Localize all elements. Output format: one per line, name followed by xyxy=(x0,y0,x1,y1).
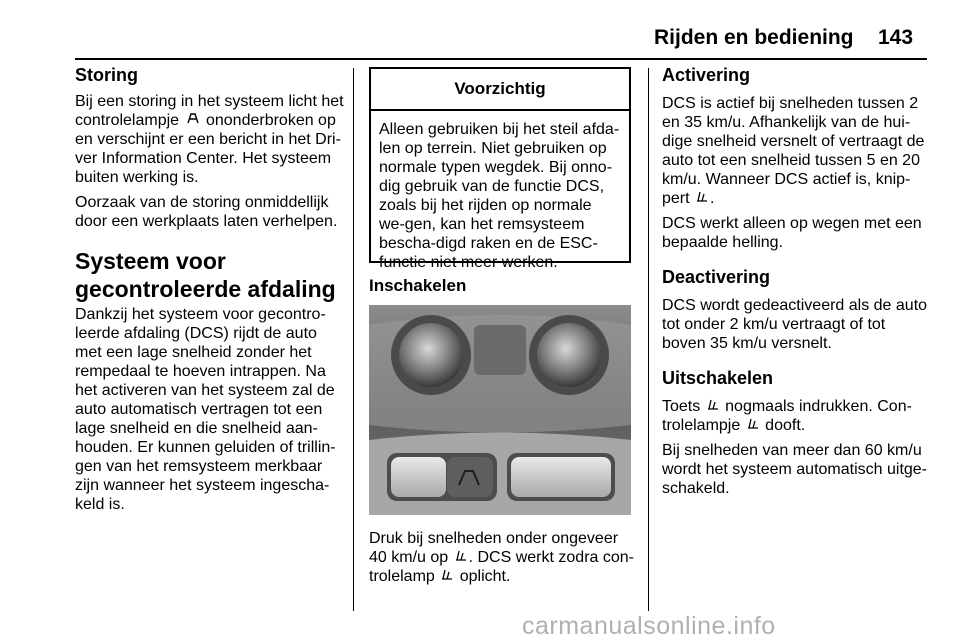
uitschakelen-heading: Uitschakelen xyxy=(662,368,774,388)
activering-text-a: DCS is actief bij snelheden tussen 2 en 35 km/u. Afhankelijk van de hui-dige snelheid versnelt of vertraagt de auto tot een snelheid tussen 5 en 20 km/u. Wanneer DCS actief is, knip-pert xyxy=(662,95,925,207)
page-number: 143 xyxy=(878,26,914,49)
column-divider-2 xyxy=(648,68,649,611)
dcs-icon xyxy=(694,189,710,208)
caution-title: Voorzichtig xyxy=(371,69,629,111)
system-heading: Systeem voor gecontroleerde afdaling xyxy=(75,248,336,302)
inschakelen-heading: Inschakelen xyxy=(369,276,467,295)
storing-paragraph-2: Oorzaak van de storing onmiddellijk door een werkplaats laten verhelpen. xyxy=(75,194,338,230)
caution-text: Alleen gebruiken bij het steil afda-len op terrein. Niet gebruiken op normale typen wegdek. Bij onno-dig gebruik van de functie DCS, zoals bij het rijden op normale we-gen, kan het remsysteem bescha-digd raken en de ESC-functie niet meer werken. xyxy=(379,121,620,271)
page-header-title: Rijden en bediening xyxy=(654,26,854,49)
deactivering-paragraph: DCS wordt gedeactiveerd als de auto tot onder 2 km/u vertraagt of tot boven 35 km/u versnelt. xyxy=(662,297,928,352)
column-3 xyxy=(662,64,930,498)
column-1 xyxy=(75,64,347,514)
dcs-button-photo xyxy=(369,305,631,515)
uitschakelen-paragraph-1 xyxy=(662,397,930,435)
activering-paragraph-1 xyxy=(662,94,930,208)
watermark: carmanualsonline.info xyxy=(522,612,776,640)
dcs-icon xyxy=(705,397,721,416)
caption-text-c: oplicht. xyxy=(459,568,511,585)
caution-box xyxy=(369,67,631,271)
deactivering-heading: Deactivering xyxy=(662,267,771,287)
system-paragraph: Dankzij het systeem voor gecontro-leerde afdaling (DCS) rijdt de auto met een lage snelheid zonder het rempedaal te hoeven intrappen. Na het activeren van het systeem zal de auto automatisch vertragen tot een lage snelheid en die snelheid aan-houden. Er kunnen geluiden of trillin-gen van het remsysteem merkbaar zijn wanneer het systeem ingescha-keld is. xyxy=(75,306,336,513)
column-divider-1 xyxy=(353,68,354,611)
dcs-icon xyxy=(745,416,761,435)
storing-text-a: Bij een storing in het systeem licht het controlelampje xyxy=(75,93,344,129)
uitschakelen-text-c: dooft. xyxy=(765,417,806,434)
uitschakelen-text-b: nogmaals indrukken. Con-trolelampje xyxy=(662,398,912,434)
activering-paragraph-2: DCS werkt alleen op wegen met een bepaalde helling. xyxy=(662,215,922,251)
header-rule xyxy=(75,58,927,60)
uitschakelen-paragraph-2: Bij snelheden van meer dan 60 km/u wordt het systeem automatisch uitge-schakeld. xyxy=(662,442,928,497)
dcs-icon xyxy=(453,548,469,567)
dcs-icon xyxy=(439,567,455,586)
dcs-warning-icon xyxy=(184,111,202,130)
storing-heading: Storing xyxy=(75,65,138,85)
caption-text-a: Druk bij snelheden onder ongeveer 40 km/u op xyxy=(369,530,619,566)
photo-caption xyxy=(369,529,634,586)
activering-heading: Activering xyxy=(662,65,751,85)
storing-paragraph-1 xyxy=(75,92,347,187)
storing-text-b: ononderbroken op en verschijnt er een bericht in het Dri-ver Information Center. Het systeem buiten werking is. xyxy=(75,112,341,186)
caption-text-b: . DCS werkt zodra con-trolelamp xyxy=(369,549,634,585)
uitschakelen-text-a: Toets xyxy=(662,398,701,415)
activering-text-b: . xyxy=(710,190,715,207)
